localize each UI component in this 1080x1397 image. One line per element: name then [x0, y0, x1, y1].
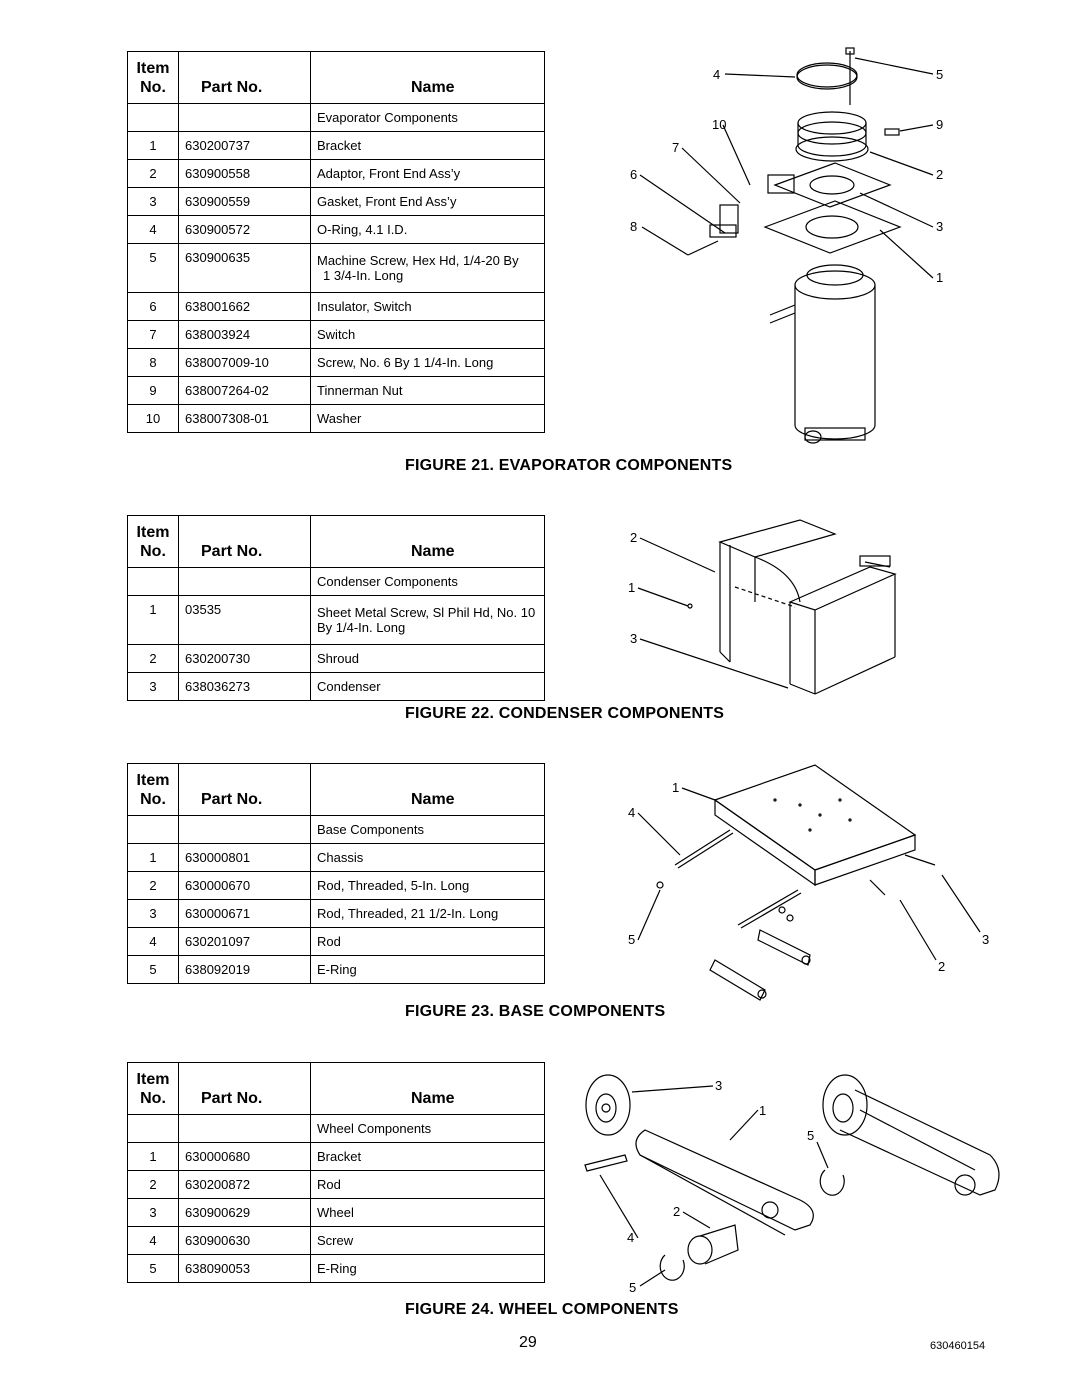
callout-2: 2	[630, 530, 638, 545]
table-row: 8 638007009-10 Screw, No. 6 By 1 1/4-In. Long	[128, 349, 545, 377]
table-row: 4 630900630 Screw	[128, 1227, 545, 1255]
table-row: 3 630900629 Wheel	[128, 1199, 545, 1227]
name-header: Name	[311, 52, 545, 104]
callout-5b: 5	[629, 1280, 637, 1295]
callout-10: 10	[712, 117, 727, 132]
name-header: Name	[311, 764, 545, 816]
page-number: 29	[519, 1334, 537, 1351]
evaporator-diagram	[600, 45, 980, 465]
item-no-header: Item No.	[128, 516, 179, 568]
table-row: 4 630900572 O-Ring, 4.1 I.D.	[128, 216, 545, 244]
callout-2: 2	[938, 959, 946, 974]
table-row: 2 630900558 Adaptor, Front End Ass’y	[128, 160, 545, 188]
callout-2: 2	[936, 167, 944, 182]
table-row: 3 630000671 Rod, Threaded, 21 1/2-In. Long	[128, 900, 545, 928]
callout-5: 5	[936, 67, 944, 82]
name-header: Name	[311, 516, 545, 568]
callout-8: 8	[630, 219, 638, 234]
part-no-header: Part No.	[179, 764, 311, 816]
table-row: 1 630000801 Chassis	[128, 844, 545, 872]
callout-3: 3	[982, 932, 990, 947]
callout-4: 4	[628, 805, 636, 820]
callout-6: 6	[630, 167, 638, 182]
figure-24-caption: FIGURE 24. WHEEL COMPONENTS	[405, 1301, 679, 1318]
part-no-header: Part No.	[179, 52, 311, 104]
item-no-header: Item No.	[128, 764, 179, 816]
callout-7: 7	[672, 140, 680, 155]
table-row: 10 638007308-01 Washer	[128, 405, 545, 433]
figure-23-caption: FIGURE 23. BASE COMPONENTS	[405, 1003, 666, 1020]
callout-3: 3	[715, 1078, 723, 1093]
callout-1: 1	[759, 1103, 767, 1118]
table-row: 5 630900635 Machine Screw, Hex Hd, 1/4-20 By 1 3/4-In. Long	[128, 244, 545, 293]
document-number: 630460154	[930, 1340, 986, 1352]
table-row: 3 638036273 Condenser	[128, 673, 545, 701]
item-no-header: Item No.	[128, 52, 179, 104]
figure-21-caption: FIGURE 21. EVAPORATOR COMPONENTS	[405, 457, 733, 474]
condenser-parts-table	[127, 515, 545, 701]
callout-3: 3	[936, 219, 944, 234]
callout-5: 5	[807, 1128, 815, 1143]
table-row: 6 638001662 Insulator, Switch	[128, 293, 545, 321]
callout-1: 1	[936, 270, 944, 285]
table-row: 1 03535 Sheet Metal Screw, Sl Phil Hd, No. 10 By 1/4-In. Long	[128, 596, 545, 645]
table-row: 2 630200730 Shroud	[128, 645, 545, 673]
table-row: 1 630200737 Bracket	[128, 132, 545, 160]
callout-9: 9	[936, 117, 944, 132]
wheel-parts-table	[127, 1062, 545, 1283]
table-row: 5 638092019 E-Ring	[128, 956, 545, 984]
table-row: 2 630200872 Rod	[128, 1171, 545, 1199]
evaporator-parts-table	[127, 51, 545, 433]
group-label: Evaporator Components	[311, 104, 545, 132]
callout-2: 2	[673, 1204, 681, 1219]
callout-4: 4	[627, 1230, 635, 1245]
table-row: 4 630201097 Rod	[128, 928, 545, 956]
table-row: 5 638090053 E-Ring	[128, 1255, 545, 1283]
table-row: 9 638007264-02 Tinnerman Nut	[128, 377, 545, 405]
callout-3: 3	[630, 631, 638, 646]
callout-1: 1	[672, 780, 680, 795]
base-diagram	[620, 760, 1000, 1005]
callout-1: 1	[628, 580, 636, 595]
table-row: 1 630000680 Bracket	[128, 1143, 545, 1171]
name-header: Name	[311, 1063, 545, 1115]
group-label: Condenser Components	[311, 568, 545, 596]
table-row: 2 630000670 Rod, Threaded, 5-In. Long	[128, 872, 545, 900]
base-parts-table	[127, 763, 545, 984]
callout-4: 4	[713, 67, 721, 82]
group-label: Base Components	[311, 816, 545, 844]
part-no-header: Part No.	[179, 1063, 311, 1115]
item-no-header: Item No.	[128, 1063, 179, 1115]
table-row: 3 630900559 Gasket, Front End Ass’y	[128, 188, 545, 216]
condenser-diagram	[620, 512, 920, 707]
table-row: 7 638003924 Switch	[128, 321, 545, 349]
group-label: Wheel Components	[311, 1115, 545, 1143]
callout-5: 5	[628, 932, 636, 947]
part-no-header: Part No.	[179, 516, 311, 568]
wheel-diagram	[570, 1060, 1010, 1300]
figure-22-caption: FIGURE 22. CONDENSER COMPONENTS	[405, 705, 725, 722]
